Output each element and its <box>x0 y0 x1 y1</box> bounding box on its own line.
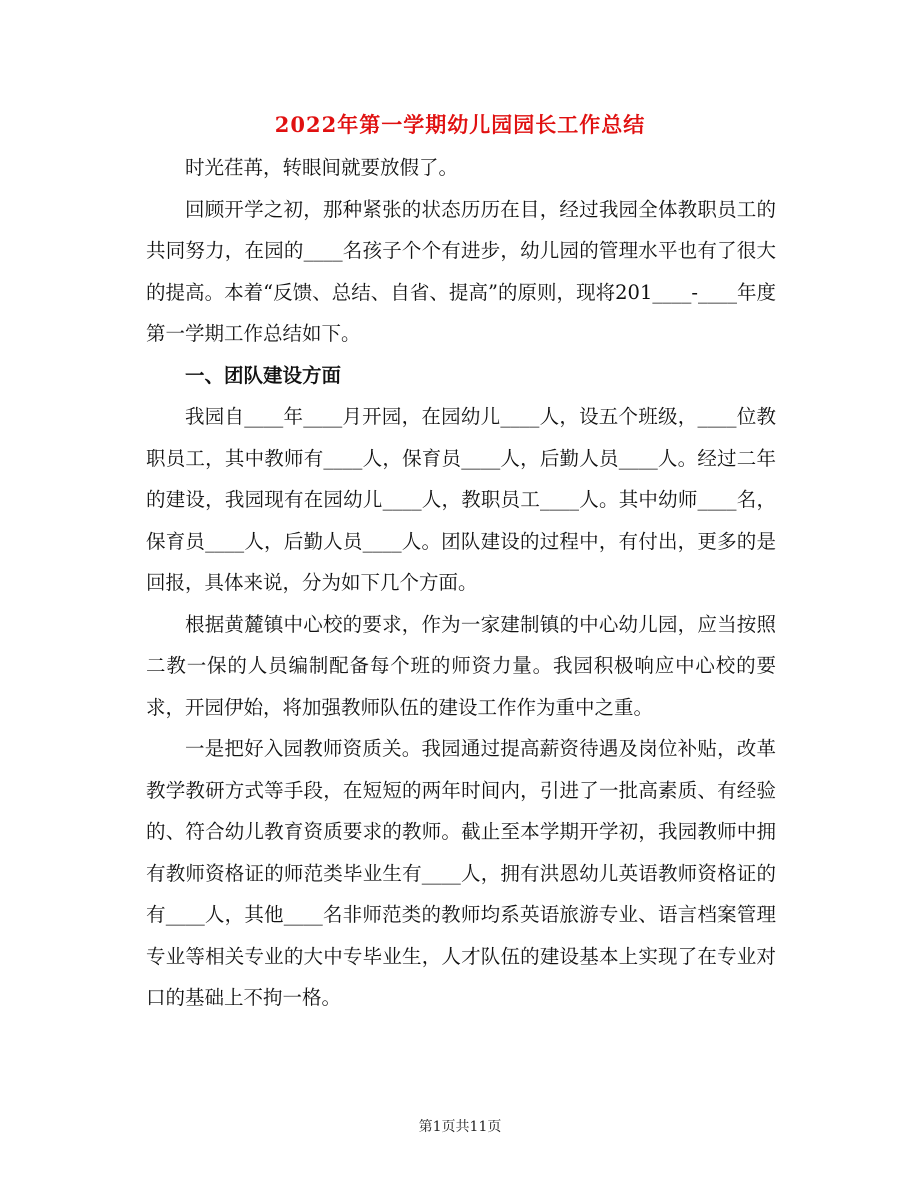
paragraph-team-stats: 我园自____年____月开园，在园幼儿____人，设五个班级，____位教职员工，其中教师有____人，保育员____人，后勤人员____人。经过二年的建设，我园现有在园幼儿____人，教职员工____人。其中幼师____名，保育员____人，后勤人员____人。团队建设的过程中，有付出，更多的是回报，具体来说，分为如下几个方面。 <box>146 405 776 594</box>
section-heading-team-building: 一、团队建设方面 <box>185 363 342 387</box>
page-number-footer: 第1页共11页 <box>418 1119 502 1135</box>
paragraph-intro: 时光荏苒，转眼间就要放假了。 <box>185 156 459 179</box>
paragraph-teacher-qualification: 一是把好入园教师资质关。我园通过提高薪资待遇及岗位补贴，改革教学教研方式等手段，在短短的两年时间内，引进了一批高素质、有经验的、符合幼儿教育资质要求的教师。截止至本学期开学初，我园教师中拥有教师资格证的师范类毕业生有____人，拥有洪恩幼儿英语教师资格证的有____人，其他____名非师范类的教师均系英语旅游专业、语言档案管理专业等相关专业的大中专毕业生，人才队伍的建设基本上实现了在专业对口的基础上不拘一格。 <box>146 737 776 1009</box>
paragraph-review: 回顾开学之初，那种紧张的状态历历在目，经过我园全体教职员工的共同努力，在园的____名孩子个个有进步，幼儿园的管理水平也有了很大的提高。本着“反馈、总结、自省、提高”的原则，现将201____-____年度第一学期工作总结如下。 <box>146 197 776 345</box>
document-title: 2022年第一学期幼儿园园长工作总结 <box>274 112 646 137</box>
paragraph-staffing-requirement: 根据黄麓镇中心校的要求，作为一家建制镇的中心幼儿园，应当按照二教一保的人员编制配备每个班的师资力量。我园积极响应中心校的要求，开园伊始，将加强教师队伍的建设工作作为重中之重。 <box>146 612 776 719</box>
document-body <box>146 147 776 1019</box>
